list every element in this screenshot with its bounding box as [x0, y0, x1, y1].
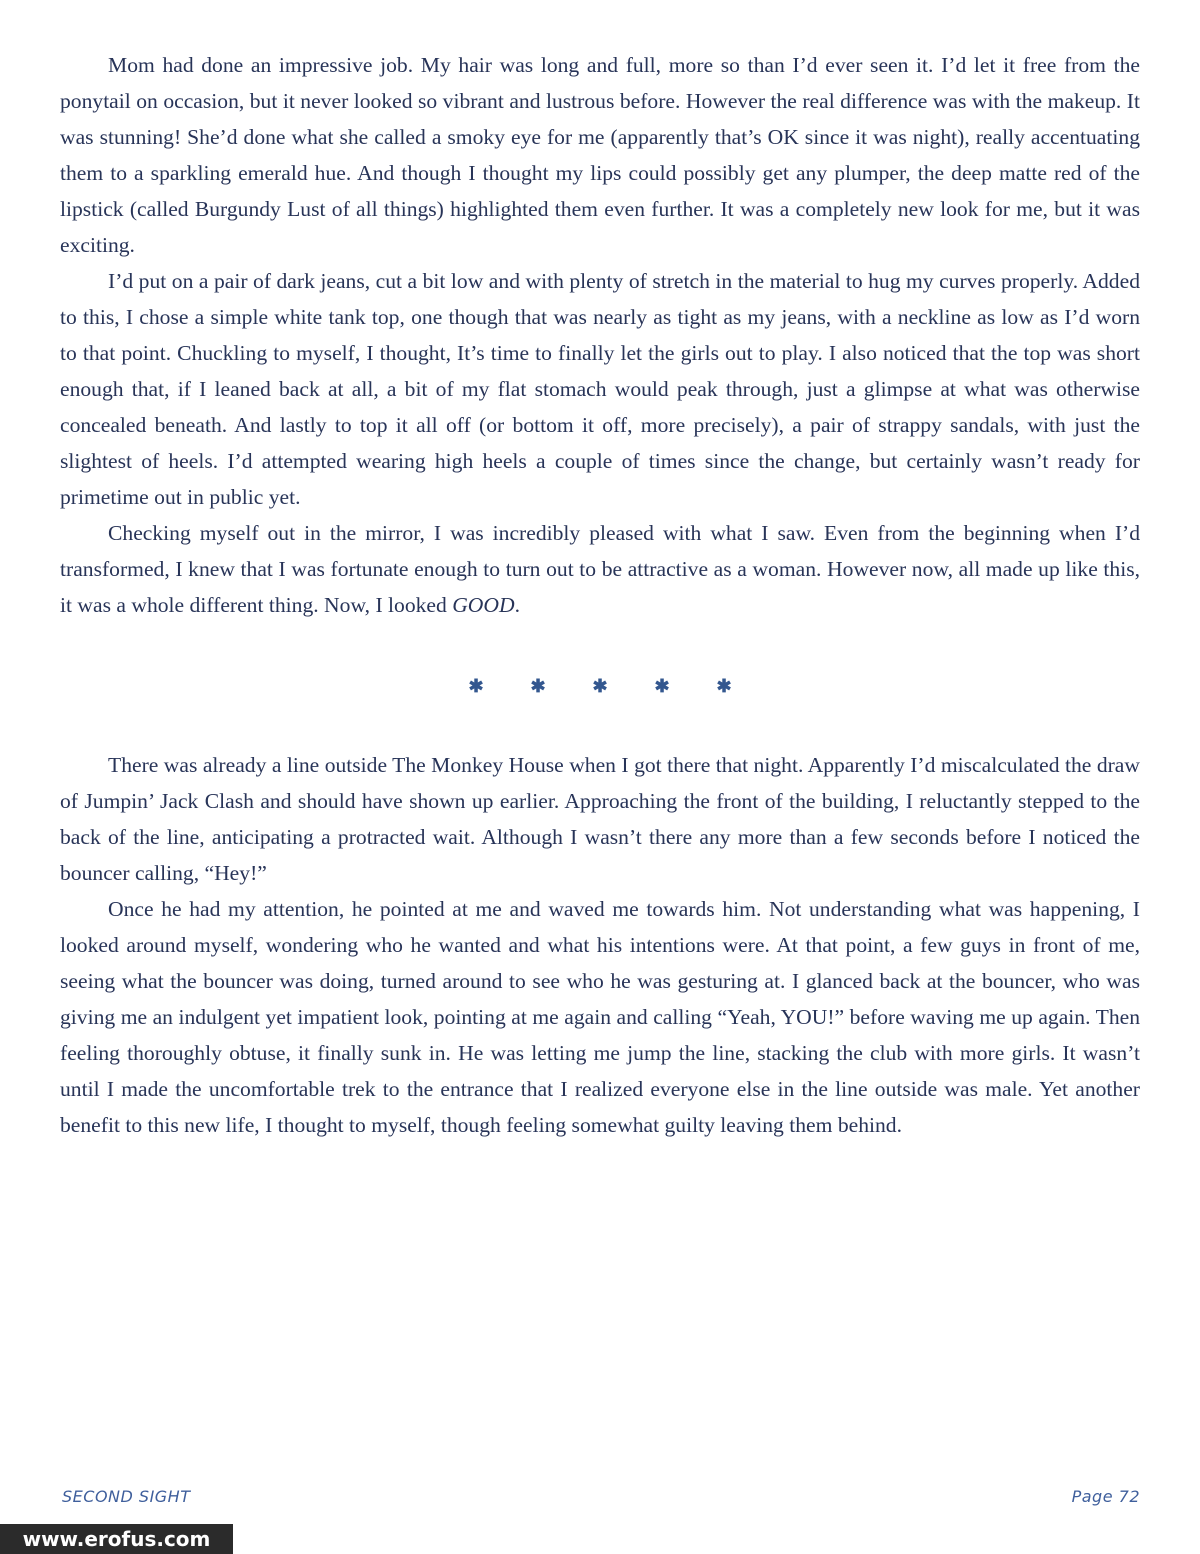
scene-break-divider — [0, 676, 1200, 697]
page-number: Page 72 — [1071, 1487, 1140, 1506]
paragraph-text: Checking myself out in the mirror, I was incredibly pleased with what I saw. Even from the beginning when I’d transformed, I knew that I was fortunate enough to turn out to be attractive as a woman. However now, all made up like this, it was a whole different thing. Now, I looked — [60, 521, 1140, 617]
paragraph: Mom had done an impressive job. My hair was long and full, more so than I’d ever seen it. I’d let it free from the ponytail on occasion, but it never looked so vibrant and lustrous before. However the real difference was with the makeup. It was stunning! She’d done what she called a smoky eye for me (apparently that’s OK since it was night), really accentuating them to a sparkling emerald hue. And though I thought my lips could possibly get any plumper, the deep matte red of the lipstick (called Burgundy Lust of all things) highlighted them even further. It was a completely new look for me, but it was exciting. — [60, 53, 1140, 257]
emphasis-word: GOOD — [452, 593, 515, 617]
paragraph — [60, 515, 1140, 623]
asterisk-icon: ✱ — [592, 676, 608, 696]
asterisk-icon: ✱ — [654, 676, 670, 696]
site-watermark: www.erofus.com — [0, 1524, 233, 1554]
section-one — [60, 47, 1140, 623]
paragraph: I’d put on a pair of dark jeans, cut a bit low and with plenty of stretch in the material to hug my curves properly. Added to this, I chose a simple white tank top, one though that was nearly as tight as my jeans, with a neckline as low as I’d worn to that point. Chuckling to myself, I thought, It’s time to finally let the girls out to play. I also noticed that the top was short enough that, if I leaned back at all, a bit of my flat stomach would peak through, just a glimpse at what was otherwise concealed beneath. And lastly to top it all off (or bottom it off, more precisely), a pair of strappy sandals, with just the slightest of heels. I’d attempted wearing high heels a couple of times since the change, but certainly wasn’t ready for primetime out in public yet. — [60, 269, 1140, 509]
asterisk-icon: ✱ — [530, 676, 546, 696]
asterisk-icon: ✱ — [716, 676, 732, 696]
closing-punctuation: . — [514, 593, 520, 617]
section-two — [60, 747, 1140, 1143]
paragraph: There was already a line outside The Monkey House when I got there that night. Apparently I’d miscalculated the draw of Jumpin’ Jack Clash and should have shown up earlier. Approaching the front of the building, I reluctantly stepped to the back of the line, anticipating a protracted wait. Although I wasn’t there any more than a few seconds before I noticed the bouncer calling, “Hey!” — [60, 753, 1140, 885]
book-title: SECOND SIGHT — [62, 1487, 191, 1506]
asterisk-icon: ✱ — [468, 676, 484, 696]
paragraph: Once he had my attention, he pointed at me and waved me towards him. Not understanding what was happening, I looked around myself, wondering who he wanted and what his intentions were. At that point, a few guys in front of me, seeing what the bouncer was doing, turned around to see who he was gesturing at. I glanced back at the bouncer, who was giving me an indulgent yet impatient look, pointing at me again and calling “Yeah, YOU!” before waving me up again. Then feeling thoroughly obtuse, it finally sunk in. He was letting me jump the line, stacking the club with more girls. It wasn’t until I made the uncomfortable trek to the entrance that I realized everyone else in the line outside was male. Yet another benefit to this new life, I thought to myself, though feeling somewhat guilty leaving them behind. — [60, 897, 1140, 1137]
